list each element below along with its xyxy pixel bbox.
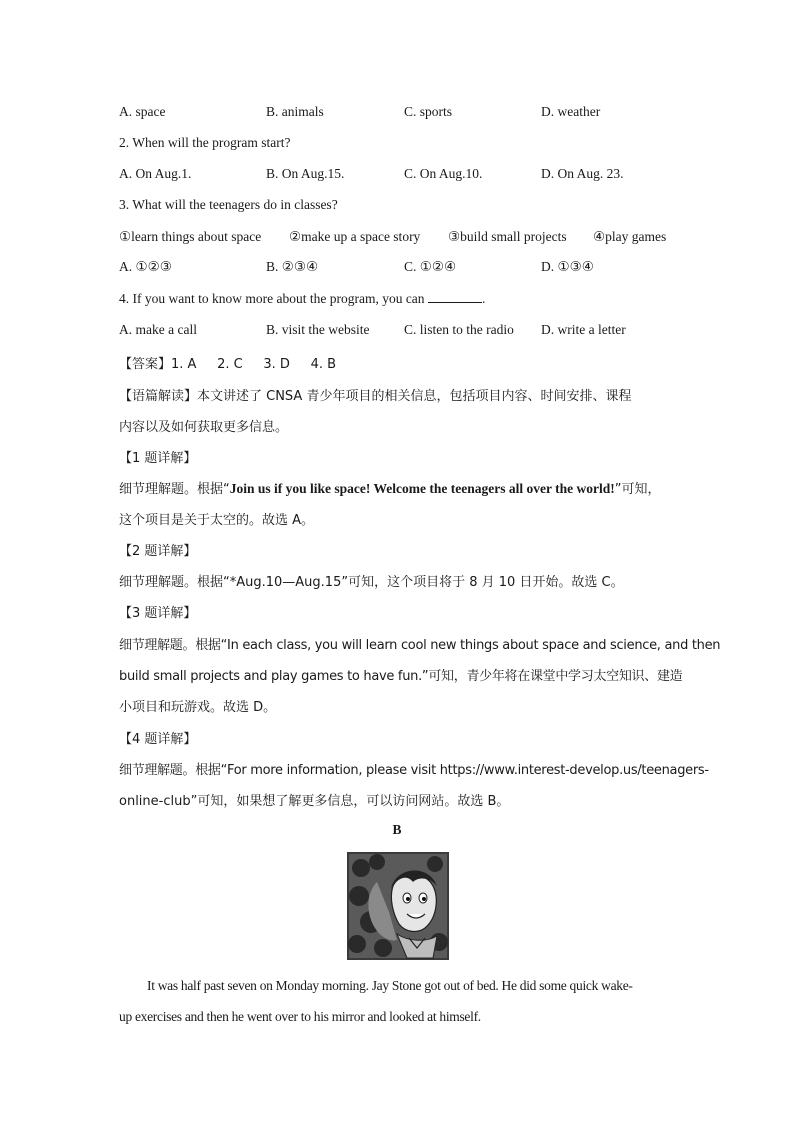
q1-option-a: A. space — [119, 104, 166, 119]
boy-illustration — [347, 852, 449, 960]
detail-1-prefix: 细节理解题。根据“ — [119, 482, 230, 497]
q3-option-b: B. ②③④ — [266, 259, 319, 274]
q4-question — [119, 291, 485, 307]
summary-line-2: 内容以及如何获取更多信息。 — [119, 420, 289, 435]
q4-option-b: B. visit the website — [266, 322, 370, 337]
q3-item-4: ④play games — [593, 229, 667, 244]
q1-option-c: C. sports — [404, 104, 453, 119]
q4-option-d: D. write a letter — [541, 322, 626, 337]
q3-option-c: C. ①②④ — [404, 259, 457, 274]
detail-1-quote: Join us if you like space! Welcome the teenagers all over the world! — [229, 481, 615, 496]
passage-line-1: It was half past seven on Monday morning. Jay Stone got out of bed. He did some quick wake- — [147, 978, 633, 993]
detail-2-heading: 【2 题详解】 — [119, 544, 197, 559]
q4-option-a: A. make a call — [119, 322, 197, 337]
q3-question: 3. What will the teenagers do in classes? — [119, 197, 338, 212]
q3-items — [119, 229, 679, 249]
q2-option-d: D. On Aug. 23. — [541, 166, 624, 181]
q2-option-c: C. On Aug.10. — [404, 166, 483, 181]
answer-key: 【答案】1. A 2. C 3. D 4. B — [119, 357, 337, 372]
detail-4-line-1: 细节理解题。根据“For more information, please visit https://www.interest-develop.us/teenagers- — [119, 763, 709, 778]
detail-4-heading: 【4 题详解】 — [119, 732, 197, 747]
section-b-title: B — [392, 822, 402, 837]
detail-3-line-2: build small projects and play games to have fun.”可知，青少年将在课堂中学习太空知识、建造 — [119, 669, 683, 684]
detail-1-suffix: ”可知， — [614, 482, 661, 497]
q4-question-end: . — [481, 291, 486, 306]
detail-1-heading: 【1 题详解】 — [119, 451, 197, 466]
detail-2-line-1: 细节理解题。根据“*Aug.10—Aug.15”可知，这个项目将于 8 月 10 日开始。故选 C。 — [119, 575, 624, 590]
q3-option-a: A. ①②③ — [119, 259, 172, 274]
q1-option-b: B. animals — [266, 104, 324, 119]
detail-3-heading: 【3 题详解】 — [119, 606, 197, 621]
q2-question: 2. When will the program start? — [119, 135, 291, 150]
q2-option-b: B. On Aug.15. — [266, 166, 345, 181]
q4-options — [119, 322, 679, 342]
q1-options — [119, 104, 679, 124]
summary-line-1: 【语篇解读】本文讲述了 CNSA 青少年项目的相关信息，包括项目内容、时间安排、课程 — [119, 389, 632, 404]
passage-line-2: up exercises and then he went over to his mirror and looked at himself. — [119, 1009, 481, 1024]
q3-item-3: ③build small projects — [448, 229, 567, 244]
detail-3-line-3: 小项目和玩游戏。故选 D。 — [119, 700, 277, 715]
q3-item-1: ①learn things about space — [119, 229, 262, 244]
q3-item-2: ②make up a space story — [289, 229, 421, 244]
q3-option-d: D. ①③④ — [541, 259, 594, 274]
detail-3-line-1: 细节理解题。根据“In each class, you will learn cool new things about space and science, and then — [119, 638, 721, 653]
detail-1-line-2: 这个项目是关于太空的。故选 A。 — [119, 513, 315, 528]
q4-option-c: C. listen to the radio — [404, 322, 514, 337]
q2-options — [119, 166, 679, 186]
detail-1-line-1 — [119, 478, 660, 497]
detail-4-line-2: online-club”可知，如果想了解更多信息，可以访问网站。故选 B。 — [119, 794, 510, 809]
q3-options — [119, 259, 679, 279]
q2-option-a: A. On Aug.1. — [119, 166, 192, 181]
q1-option-d: D. weather — [541, 104, 601, 119]
q4-answer-blank — [428, 291, 482, 303]
q4-question-text: 4. If you want to know more about the program, you can — [119, 291, 428, 306]
